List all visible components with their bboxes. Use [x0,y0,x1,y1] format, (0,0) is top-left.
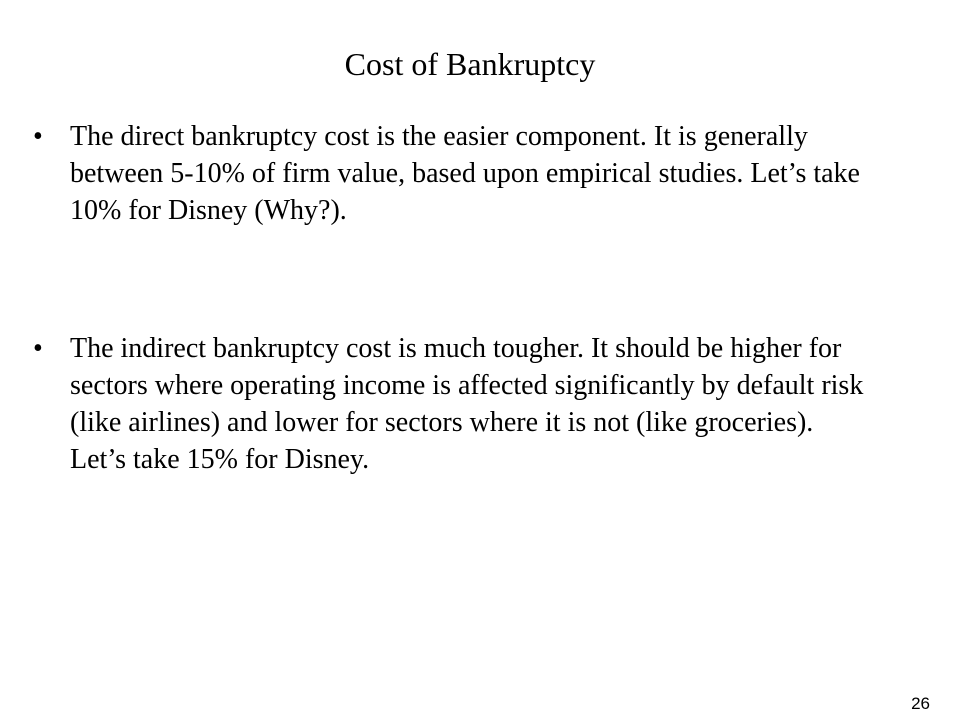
bullet-item-direct-cost [0,118,870,229]
bullet-text: The indirect bankruptcy cost is much tougher. It should be higher for sectors where operating income is affected significantly by default risk (like airlines) and lower for sectors where it is not (like groceries). Let’s take 15% for Disney. [70,333,864,475]
bullet-icon: • [33,333,43,364]
slide-title: Cost of Bankruptcy [344,46,596,82]
bullet-list [0,118,960,478]
bullet-item-indirect-cost [0,330,870,478]
page-number: 26 [911,694,930,713]
bullet-text: The direct bankruptcy cost is the easier component. It is generally between 5-10% of firm value, based upon empirical studies. Let’s take 10% for Disney (Why?). [70,121,860,226]
bullet-icon: • [33,121,43,152]
